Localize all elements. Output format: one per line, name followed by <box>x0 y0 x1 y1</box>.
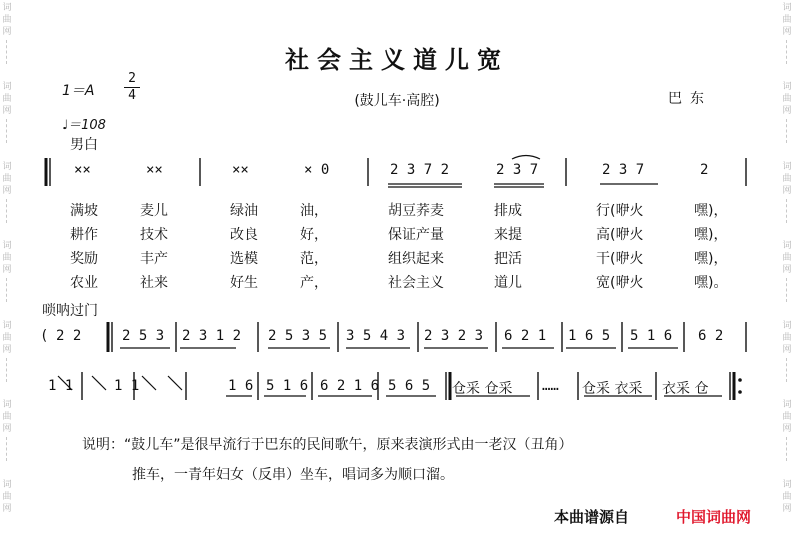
note-group: 1 1 <box>114 378 140 394</box>
lyric: 耕作 <box>70 227 98 243</box>
watermark-char: 网 <box>782 106 792 117</box>
note-group: 5 1 6 <box>630 328 673 344</box>
lyric: 选模 <box>230 251 258 267</box>
note-group: ×× <box>232 162 249 178</box>
watermark-char: 词 <box>2 479 12 490</box>
lyric: 范， <box>300 251 328 267</box>
lyric: 技术 <box>140 227 168 243</box>
watermark-char: 曲 <box>782 94 792 105</box>
explanation-line-1: 说明：“鼓儿车”是很早流行于巴东的民间歌午，原来表演形式由一老汉（丑角） <box>82 437 573 453</box>
watermark-char: 曲 <box>2 15 12 25</box>
watermark-char: 词 <box>2 320 12 331</box>
note-group: ×× <box>146 162 163 178</box>
note-group: 6 2 <box>698 328 724 344</box>
lyric-line-2 <box>0 224 794 248</box>
lyric: 嘿)， <box>694 227 728 243</box>
watermark-char: 词 <box>2 161 12 172</box>
watermark-char: 词 <box>782 320 792 331</box>
watermark-char: 网 <box>2 503 12 514</box>
watermark-char: 网 <box>782 265 792 276</box>
lyric: 油， <box>300 203 328 219</box>
watermark-char: 词 <box>2 241 12 252</box>
note-group: 2 <box>700 162 709 178</box>
lyric: 农业 <box>70 275 98 291</box>
note-group: 5 1 6 <box>266 378 309 394</box>
watermark-char: 曲 <box>2 253 12 264</box>
watermark-char: 词 <box>782 161 792 172</box>
watermark-char: 词 <box>782 479 792 490</box>
song-origin: 巴东 <box>668 91 712 107</box>
watermark-char: 曲 <box>782 332 792 343</box>
key-signature: 1＝A <box>62 83 95 99</box>
watermark-char: 词 <box>782 241 792 252</box>
lyric: 宽(咿火 <box>596 275 644 291</box>
lyric: 来提 <box>494 227 522 243</box>
note-group: 6 2 1 <box>504 328 547 344</box>
lyric: 改良 <box>230 227 258 243</box>
note-group: 1 6 5 <box>568 328 611 344</box>
watermark-char: 网 <box>782 27 792 37</box>
percussion-group: 仓采 衣采 <box>582 381 643 397</box>
watermark-char: 曲 <box>782 15 792 25</box>
watermark-char: 曲 <box>782 412 792 423</box>
note-group: 2 2 <box>56 328 82 344</box>
lyric: 麦儿 <box>140 203 168 219</box>
lyric: 高(咿火 <box>596 227 644 243</box>
watermark-char: 网 <box>782 503 792 514</box>
watermark-char: 曲 <box>782 491 792 502</box>
time-signature-top: 2 <box>128 71 136 86</box>
lyric: 组织起来 <box>388 251 444 267</box>
note-group: 6 2 1 6 <box>320 378 380 394</box>
lyric: 满坡 <box>70 203 98 219</box>
watermark-char: 词 <box>2 82 12 93</box>
note-group: ×× <box>74 162 91 178</box>
tempo-marking: ♩＝108 <box>62 118 106 133</box>
lyric: 社来 <box>140 275 168 291</box>
watermark-char: 网 <box>2 424 12 435</box>
intro-row2 <box>0 378 794 400</box>
note-group: 2 5 3 5 <box>268 328 328 344</box>
watermark-char: 曲 <box>2 491 12 502</box>
note-group: 5 6 5 <box>388 378 431 394</box>
watermark-char: 网 <box>2 106 12 117</box>
time-signature-bottom: 4 <box>128 88 136 103</box>
watermark-char: 词 <box>2 3 12 13</box>
watermark-char: 网 <box>2 265 12 276</box>
watermark-char: 曲 <box>782 253 792 264</box>
watermark-char: 词 <box>782 3 792 13</box>
lyric: 绿油 <box>230 203 258 219</box>
watermark-char: 词 <box>782 82 792 93</box>
watermark-char: 曲 <box>2 173 12 184</box>
note-group: 2 3 2 3 <box>424 328 484 344</box>
lyric: 把活 <box>494 251 522 267</box>
lyric: 干(咿火 <box>596 251 644 267</box>
watermark-char: 曲 <box>2 412 12 423</box>
ellipsis: …… <box>542 378 559 394</box>
explanation <box>82 430 573 490</box>
note-group: 2 3 1 2 <box>182 328 242 344</box>
watermark-char: 词 <box>2 400 12 411</box>
lyric: 好生 <box>230 275 258 291</box>
watermark-char: 网 <box>2 27 12 37</box>
lyric: 嘿)， <box>694 203 728 219</box>
watermark-char: 曲 <box>782 173 792 184</box>
lyric: 社会主义 <box>388 275 444 291</box>
paren-open: ( <box>40 328 49 344</box>
intro-row1 <box>0 328 794 350</box>
song-subtitle: (鼓儿车·高腔) <box>354 93 440 109</box>
watermark-char: 曲 <box>2 94 12 105</box>
lyric: 嘿)。 <box>694 275 728 291</box>
lyric: 好， <box>300 227 328 243</box>
lyric: 行(咿火 <box>596 203 644 219</box>
explanation-line-2: 推车，一青年妇女（反串）坐车，唱词多为顺口溜。 <box>132 467 454 483</box>
lyric: 嘿)， <box>694 251 728 267</box>
voice-label: 男白 <box>70 137 98 153</box>
lyric: 奖励 <box>70 251 98 267</box>
watermark-char: 网 <box>2 185 12 196</box>
site-brand[interactable]: 中国词曲网 <box>676 508 752 526</box>
lyric: 排成 <box>494 203 522 219</box>
watermark-char: 词 <box>782 400 792 411</box>
lyric: 产， <box>300 275 328 291</box>
watermark-char: 网 <box>782 424 792 435</box>
note-group: 2 3 7 <box>496 162 539 178</box>
lyric: 胡豆荞麦 <box>388 203 444 219</box>
lyric-line-1 <box>0 200 794 224</box>
lyric: 道儿 <box>494 275 522 291</box>
watermark-char: 网 <box>782 344 792 355</box>
lyric: 丰产 <box>140 251 168 267</box>
percussion-group: 仓采 仓采 <box>452 381 513 397</box>
intro-label: 唢呐过门 <box>42 303 98 319</box>
note-group: 2 5 3 <box>122 328 165 344</box>
melody-row1 <box>0 162 794 184</box>
percussion-group: 衣采 仓 <box>662 381 709 397</box>
lyric-line-4 <box>0 272 794 296</box>
note-group: 1 6 <box>228 378 254 394</box>
note-group: 2 3 7 2 <box>390 162 450 178</box>
note-group: 1 1 <box>48 378 74 394</box>
lyric-line-3 <box>0 248 794 272</box>
lyric: 保证产量 <box>388 227 444 243</box>
note-group: 3 5 4 3 <box>346 328 406 344</box>
watermark-char: 网 <box>2 344 12 355</box>
source-label: 本曲谱源自 <box>554 508 630 526</box>
watermark-char: 网 <box>782 185 792 196</box>
note-group: 2 3 7 <box>602 162 645 178</box>
song-title: 社会主义道儿宽 <box>285 46 509 74</box>
note-group: × 0 <box>304 162 330 178</box>
watermark-char: 曲 <box>2 332 12 343</box>
